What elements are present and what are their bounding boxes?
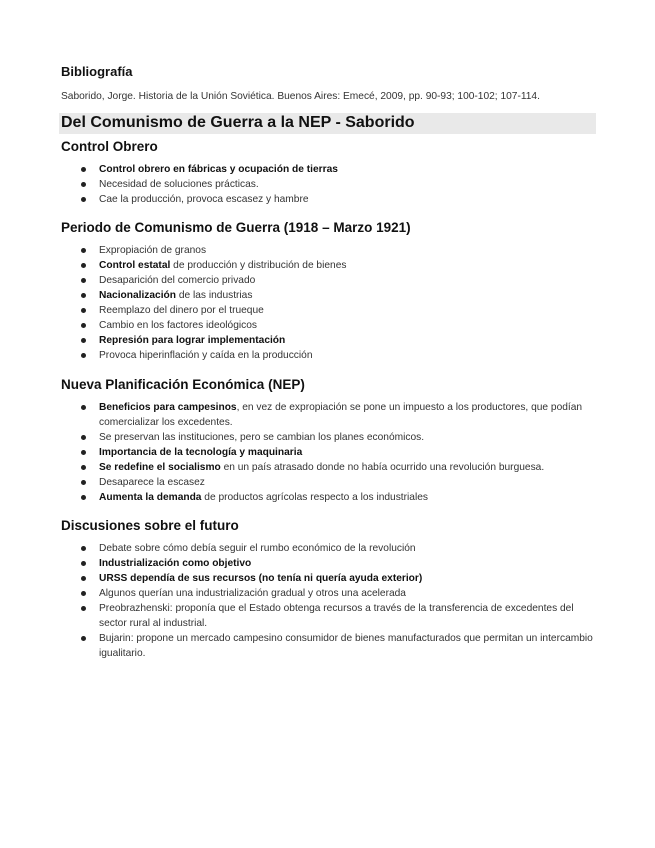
bullet-item: [61, 333, 601, 348]
bullet-bold-text: Represión para lograr implementación: [99, 335, 286, 346]
bullet-text: de producción y distribución de bienes: [170, 260, 347, 271]
bullet-text: Cae la producción, provoca escasez y hambre: [99, 194, 309, 205]
section-heading: Discusiones sobre el futuro: [61, 518, 239, 533]
bullet-item: [61, 192, 601, 207]
page-title: Del Comunismo de Guerra a la NEP - Saborido: [61, 114, 415, 131]
bullet-item: [61, 460, 601, 475]
bullet-bold-text: Control estatal: [99, 260, 171, 271]
bibliography-citation: Saborido, Jorge. Historia de la Unión Soviética. Buenos Aires: Emecé, 2009, pp. 90-93; 100-102; 107-114.: [61, 91, 540, 102]
bullet-list: [61, 541, 601, 661]
title-bar: [59, 113, 596, 134]
bullet-item: [61, 243, 601, 258]
bullet-bold-text: URSS dependía de sus recursos (no tenía ni quería ayuda exterior): [99, 573, 423, 584]
bullet-text: Reemplazo del dinero por el trueque: [99, 305, 264, 316]
bullet-bold-text: Beneficios para campesinos: [99, 402, 237, 413]
bullet-text: Bujarin: propone un mercado campesino consumidor de bienes manufacturados que permitan un intercambio igualitario.: [99, 633, 593, 659]
bullet-item: [61, 162, 601, 177]
bibliography-heading: Bibliografía: [61, 64, 133, 79]
bullet-list: [61, 162, 601, 207]
bullet-item: [61, 303, 601, 318]
section-control-obrero: [61, 139, 601, 207]
bullet-bold-text: Control obrero en fábricas y ocupación de tierras: [99, 164, 338, 175]
bullet-list: [61, 243, 601, 363]
bullet-text: Debate sobre cómo debía seguir el rumbo económico de la revolución: [99, 543, 416, 554]
bullet-item: [61, 400, 601, 430]
bullet-item: [61, 631, 601, 661]
bullet-item: [61, 177, 601, 192]
bullet-text: Cambio en los factores ideológicos: [99, 320, 257, 331]
bullet-text: de las industrias: [176, 290, 253, 301]
bullet-bold-text: Nacionalización: [99, 290, 176, 301]
bullet-bold-text: Aumenta la demanda: [99, 492, 202, 503]
bullet-text: Necesidad de soluciones prácticas.: [99, 179, 259, 190]
bullet-item: [61, 430, 601, 445]
bullet-text: Preobrazhenski: proponía que el Estado obtenga recursos a través de la transferencia de excedentes del sector rural al industrial.: [99, 603, 574, 629]
bullet-item: [61, 258, 601, 273]
bullet-item: [61, 571, 601, 586]
bullet-item: [61, 556, 601, 571]
section-discusiones: [61, 518, 601, 661]
section-nep: [61, 377, 601, 505]
bullet-item: [61, 490, 601, 505]
bullet-text: Desaparece la escasez: [99, 477, 205, 488]
bullet-text: Se preservan las instituciones, pero se cambian los planes económicos.: [99, 432, 425, 443]
bullet-text: en un país atrasado donde no había ocurrido una revolución burguesa.: [220, 462, 545, 473]
bullet-item: [61, 601, 601, 631]
bullet-text: , en vez de expropiación se pone un impuesto a los productores, que podían comercializar los excedentes.: [99, 402, 583, 428]
bullet-item: [61, 348, 601, 363]
bullet-bold-text: Importancia de la tecnología y maquinaria: [99, 447, 303, 458]
bullet-list: [61, 400, 601, 505]
bullet-item: [61, 445, 601, 460]
section-heading: Control Obrero: [61, 139, 158, 154]
section-heading: Nueva Planificación Económica (NEP): [61, 377, 305, 392]
section-comunismo-de-guerra: [61, 220, 601, 363]
bullet-item: [61, 586, 601, 601]
bullet-item: [61, 541, 601, 556]
bullet-text: Provoca hiperinflación y caída en la producción: [99, 350, 313, 361]
bullet-item: [61, 288, 601, 303]
section-heading: Periodo de Comunismo de Guerra (1918 – Marzo 1921): [61, 220, 411, 235]
bullet-item: [61, 318, 601, 333]
bullet-text: Expropiación de granos: [99, 245, 207, 256]
bullet-text: de productos agrícolas respecto a los industriales: [201, 492, 428, 503]
bullet-text: Desaparición del comercio privado: [99, 275, 256, 286]
bullet-item: [61, 273, 601, 288]
bullet-bold-text: Industrialización como objetivo: [99, 558, 252, 569]
bullet-text: Algunos querían una industrialización gradual y otros una acelerada: [99, 588, 406, 599]
bullet-bold-text: Se redefine el socialismo: [99, 462, 221, 473]
bullet-item: [61, 475, 601, 490]
